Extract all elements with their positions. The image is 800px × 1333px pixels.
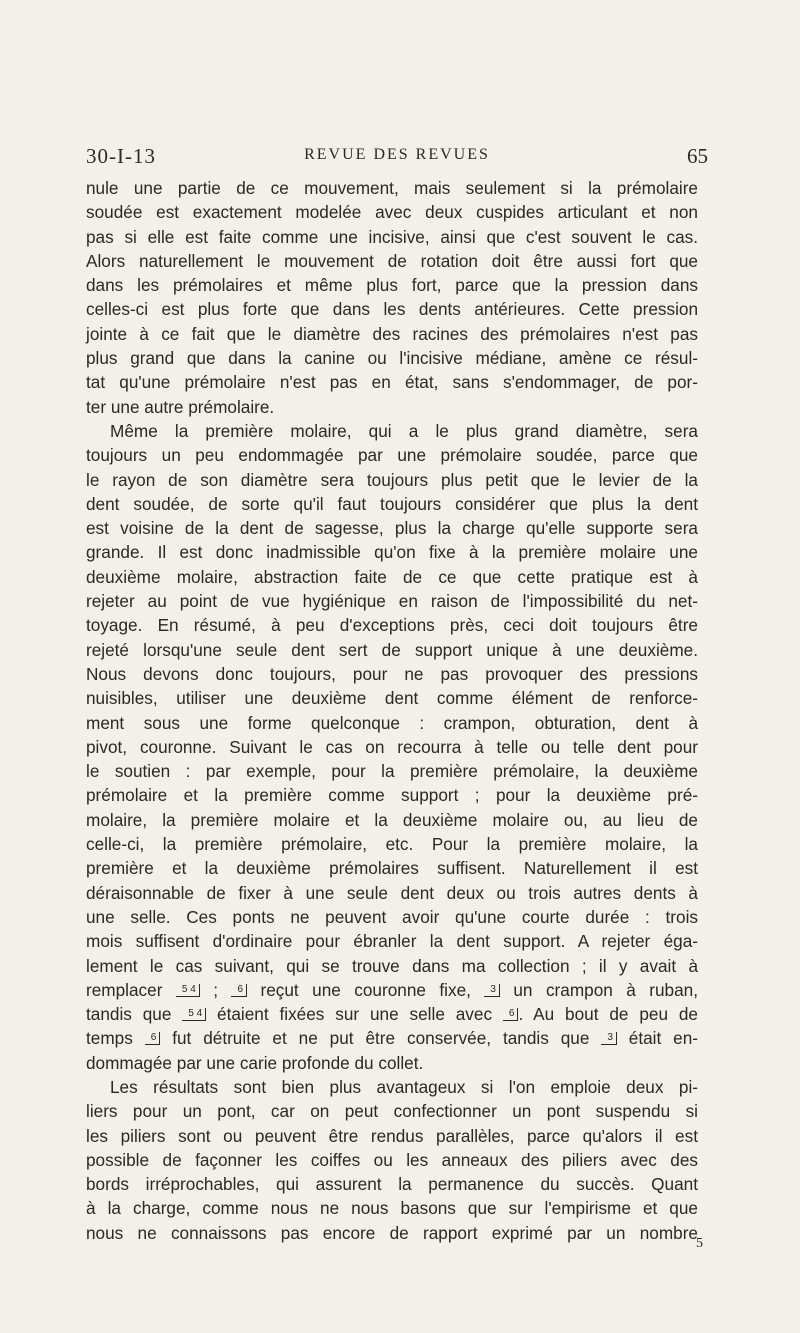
inline-text: remplacer — [86, 979, 163, 1000]
text-line: prémolaire et la première comme support ; pour la deuxième pré- — [86, 785, 698, 806]
text-line: les piliers sont ou peuvent être rendus parallèles, parce qu'alors il est — [86, 1125, 698, 1146]
text-line: liers pour un pont, car on peut confectionner un pont suspendu si — [86, 1101, 698, 1122]
text-line: le rayon de son diamètre sera toujours plus petit que le levier de la — [86, 469, 698, 490]
text-line: celles-ci est plus forte que dans les dents antérieures. Cette pression — [86, 299, 698, 320]
text-line: grande. Il est donc inadmissible qu'on fixe à la première molaire une — [86, 542, 698, 563]
page-number: 65 — [687, 144, 708, 168]
inline-text: reçut une couronne fixe, — [260, 979, 471, 1000]
text-line: pivot, couronne. Suivant le cas on recourra à telle ou telle dent pour — [86, 736, 698, 757]
text-line: est voisine de la dent de sagesse, plus la charge qu'elle supporte sera — [86, 518, 698, 539]
text-line: plus grand que dans la canine ou l'incisive médiane, amène ce résul- — [86, 348, 698, 369]
text-line: pas si elle est faite comme une incisive, ainsi que c'est souvent le cas. — [86, 226, 698, 247]
tooth-notation: 6 — [231, 984, 247, 997]
text-line: deuxième molaire, abstraction faite de ce que cette pratique est à — [86, 566, 698, 587]
text-line: molaire, la première molaire et la deuxième molaire ou, au lieu de — [86, 809, 698, 830]
tooth-notation: 3 — [601, 1032, 617, 1045]
text-line-with-tooth-notation — [86, 1026, 698, 1050]
inline-text: ; — [213, 979, 219, 1000]
inline-text: . Au bout de peu de — [518, 1004, 698, 1025]
text-line: ment sous une forme quelconque : crampon, obturation, dent à — [86, 712, 698, 733]
inline-text: temps — [86, 1028, 133, 1049]
text-line: tat qu'une prémolaire n'est pas en état, sans s'endommager, de por- — [86, 372, 698, 393]
text-line: Les résultats sont bien plus avantageux si l'on emploie deux pi- — [110, 1076, 698, 1097]
text-line: possible de façonner les coiffes ou les anneaux des piliers avec des — [86, 1149, 698, 1170]
tooth-notation: 5 4 — [176, 984, 200, 997]
text-line: nous ne connaissons pas encore de rapport exprimé par un nombre — [86, 1222, 698, 1243]
text-line: soudée est exactement modelée avec deux cuspides articulant et non — [86, 202, 698, 223]
text-line: rejeté lorsqu'une seule dent sert de support unique à une deuxième. — [86, 639, 698, 660]
header-date: 30-I-13 — [86, 144, 156, 168]
text-line: lement le cas suivant, qui se trouve dans ma collection ; il y avait à — [86, 955, 698, 976]
tooth-notation: 6 — [145, 1032, 161, 1045]
text-line: bords irréprochables, qui assurent la permanence du succès. Quant — [86, 1174, 698, 1195]
tooth-notation: 5 4 — [182, 1008, 206, 1021]
text-line: une selle. Ces ponts ne peuvent avoir qu'une courte durée : trois — [86, 906, 698, 927]
text-line: nule une partie de ce mouvement, mais seulement si la prémolaire — [86, 178, 698, 198]
inline-text: fut détruite et ne put être conservée, tandis que — [172, 1028, 590, 1049]
text-line: ter une autre prémolaire. — [86, 396, 275, 417]
text-line: toyage. En résumé, à peu d'exceptions près, ceci doit toujours être — [86, 615, 698, 636]
text-line: nuisibles, utiliser une deuxième dent comme élément de renforce- — [86, 688, 698, 709]
text-line-with-tooth-notation — [86, 1002, 698, 1026]
text-line: première et la deuxième prémolaires suffisent. Naturellement il est — [86, 858, 698, 879]
inline-text: était en- — [628, 1028, 699, 1049]
text-line: déraisonnable de fixer à une seule dent deux ou trois autres dents à — [86, 882, 698, 903]
body-text — [86, 176, 698, 1245]
text-line: dommagée par une carie profonde du collet. — [86, 1052, 424, 1073]
text-line: dans les prémolaires et même plus fort, parce que la pression dans — [86, 275, 698, 296]
text-line: à la charge, comme nous ne nous basons que sur l'empirisme et que — [86, 1198, 698, 1219]
text-line: Alors naturellement le mouvement de rotation doit être aussi fort que — [86, 250, 698, 271]
running-head — [86, 140, 708, 180]
text-line: Même la première molaire, qui a le plus grand diamètre, sera — [110, 420, 698, 441]
text-line: rejeter au point de vue hygiénique en raison de l'impossibilité du net- — [86, 591, 698, 612]
text-line: le soutien : par exemple, pour la première prémolaire, la deuxième — [86, 761, 698, 782]
inline-text: tandis que — [86, 1004, 172, 1025]
text-line: dent soudée, de sorte qu'il faut toujours considérer que plus la dent — [86, 493, 698, 514]
inline-text: un crampon à ruban, — [513, 979, 698, 1000]
inline-text: étaient fixées sur une selle avec — [217, 1004, 493, 1025]
text-line: toujours un peu endommagée par une prémolaire soudée, parce que — [86, 445, 698, 466]
text-line: mois suffisent d'ordinaire pour ébranler la dent support. A rejeter éga- — [86, 931, 698, 952]
tooth-notation: 3 — [484, 984, 500, 997]
tooth-notation: 6 — [503, 1008, 519, 1021]
text-line: celle-ci, la première prémolaire, etc. Pour la première molaire, la — [86, 834, 698, 855]
text-line-with-tooth-notation — [86, 978, 698, 1002]
signature-mark: 5 — [696, 1236, 703, 1251]
text-line: jointe à ce fait que le diamètre des racines des prémolaires n'est pas — [86, 323, 698, 344]
text-line: Nous devons donc toujours, pour ne pas provoquer des pressions — [86, 663, 698, 684]
header-title: REVUE DES REVUES — [304, 146, 490, 163]
